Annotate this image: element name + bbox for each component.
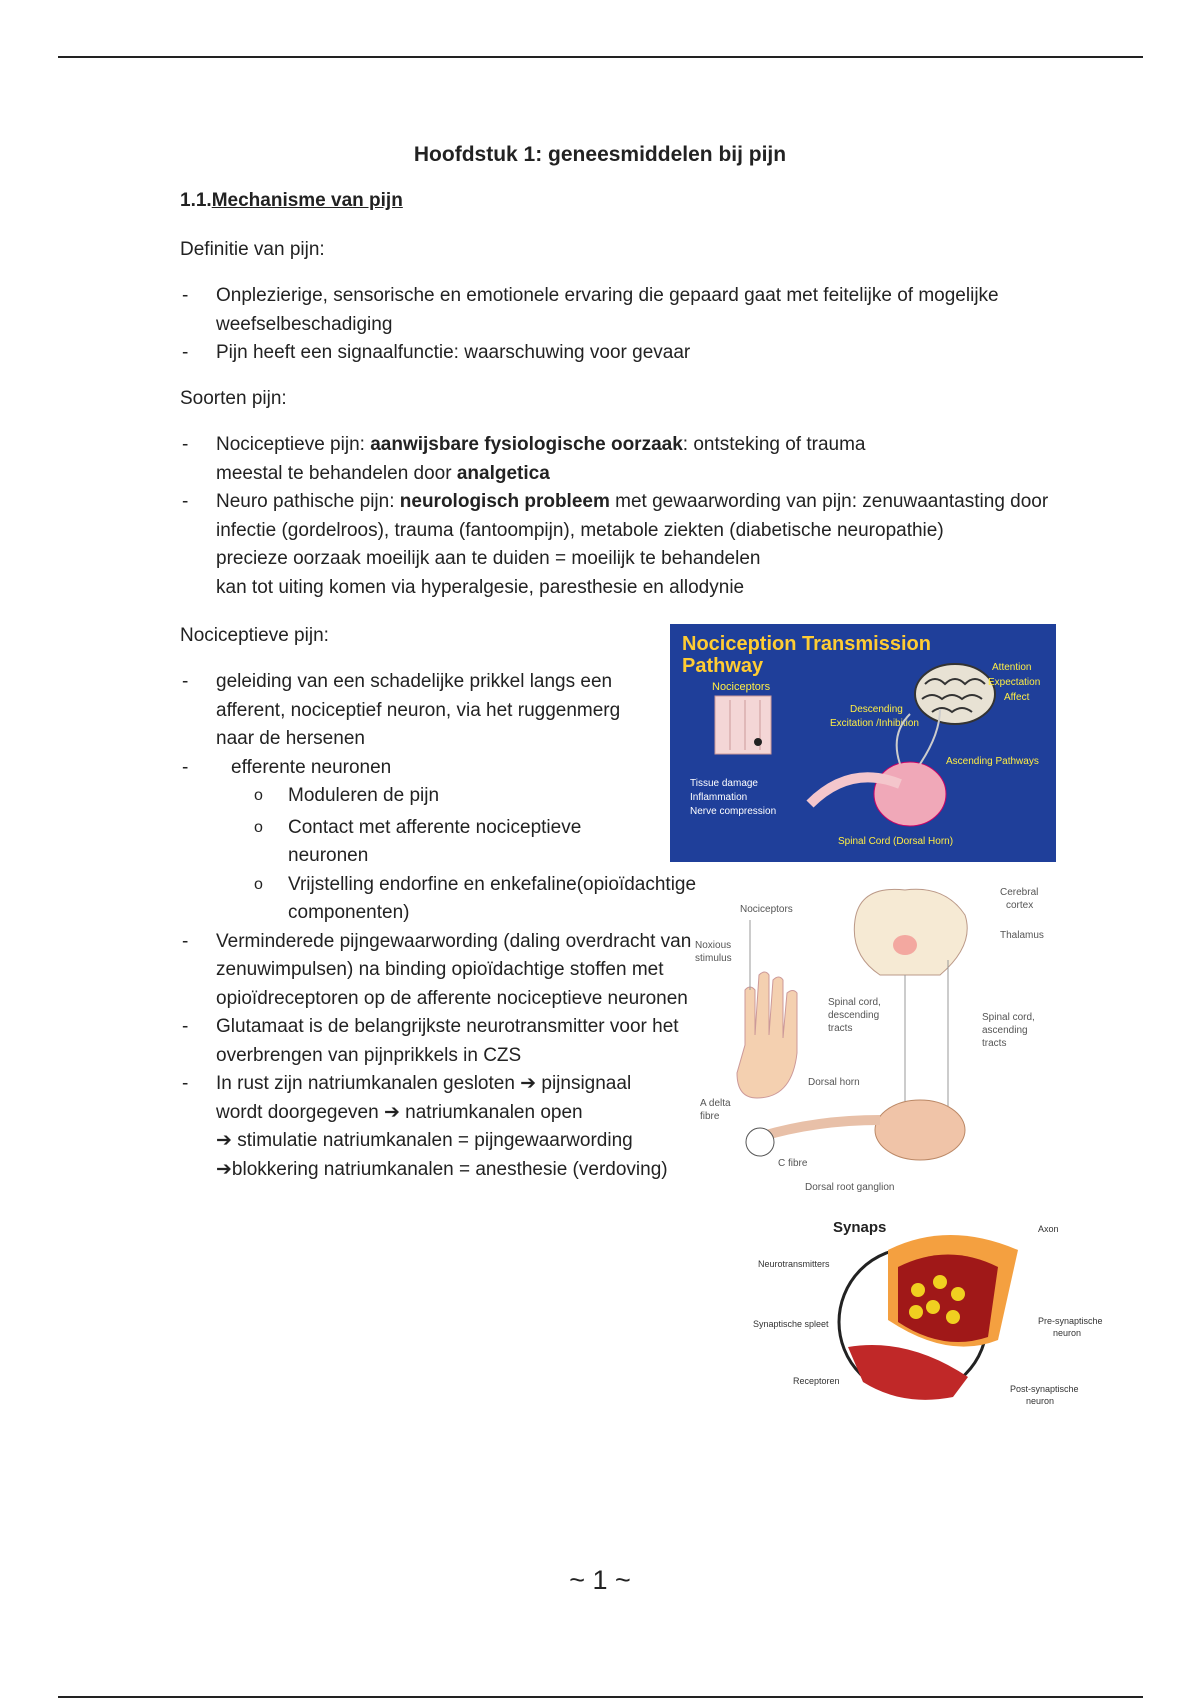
svg-text:stimulus: stimulus: [695, 953, 732, 964]
svg-text:Spinal cord,: Spinal cord,: [828, 997, 881, 1008]
svg-text:Post-synaptische: Post-synaptische: [1010, 1384, 1079, 1394]
list-item: - Pijn heeft een signaalfunctie: waarschuwing voor gevaar: [180, 339, 1060, 368]
brain-icon: [854, 889, 967, 975]
svg-text:Excitation /Inhibition: Excitation /Inhibition: [830, 718, 919, 729]
list-item-nociceptieve: - Nociceptieve pijn: aanwijsbare fysiologische oorzaak: ontsteking of trauma meestal te behandelen door analgetica: [180, 431, 1060, 488]
synaps-title: Synaps: [833, 1219, 887, 1236]
nociceptors-label: Nociceptors: [712, 681, 771, 693]
svg-text:neuron: neuron: [1053, 1328, 1082, 1338]
soorten-label: Soorten pijn:: [180, 388, 287, 409]
svg-text:Expectation: Expectation: [988, 677, 1041, 688]
svg-text:Attention: Attention: [992, 662, 1032, 673]
svg-text:tracts: tracts: [982, 1038, 1007, 1049]
soorten-list: [180, 431, 1060, 602]
figure-title: Nociception Transmission: [682, 633, 931, 655]
svg-text:Affect: Affect: [1004, 692, 1030, 703]
arrow-icon: ➔: [216, 1130, 232, 1151]
svg-text:Tissue damage: Tissue damage: [690, 778, 758, 789]
list-item: - Verminderede pijngewaarwording (daling overdracht van zenuwimpulsen) na binding opioïdachtige stoffen met opioïdreceptoren op de afferente nociceptieve neuronen: [180, 928, 700, 1014]
svg-text:Spinal cord,: Spinal cord,: [982, 1012, 1035, 1023]
section-number: 1.1.: [180, 190, 212, 211]
spinal-cord-icon: [874, 762, 946, 826]
definitie-list: [180, 282, 1060, 368]
nociceptieve-list: [180, 668, 700, 1184]
section-title: Mechanisme van pijn: [211, 190, 403, 211]
list-item: - Glutamaat is de belangrijkste neurotransmitter voor het overbrengen van pijnprikkels in CZS: [180, 1013, 700, 1070]
sub-item: o Vrijstelling endorfine en enkefaline(opioïdachtige componenten): [180, 871, 700, 928]
svg-text:neuron: neuron: [1026, 1396, 1055, 1406]
bottom-rule: [58, 1696, 1143, 1698]
svg-text:Ascending Pathways: Ascending Pathways: [946, 756, 1039, 767]
hand-icon: [737, 972, 797, 1098]
section-heading: [180, 190, 403, 212]
definitie-label: Definitie van pijn:: [180, 239, 325, 260]
svg-text:Thalamus: Thalamus: [1000, 930, 1044, 941]
svg-text:Dorsal horn: Dorsal horn: [808, 1077, 860, 1088]
svg-text:Cerebral: Cerebral: [1000, 887, 1039, 898]
svg-text:Nerve compression: Nerve compression: [690, 806, 777, 817]
arrow-icon: ➔: [383, 1101, 400, 1123]
arrow-icon: ➔: [216, 1158, 232, 1180]
sub-item: o Moduleren de pijn: [180, 782, 700, 811]
svg-text:Neurotransmitters: Neurotransmitters: [758, 1259, 830, 1269]
svg-text:ascending: ascending: [982, 1025, 1028, 1036]
svg-text:Nociceptors: Nociceptors: [740, 904, 793, 915]
svg-text:Descending: Descending: [850, 704, 903, 715]
svg-text:tracts: tracts: [828, 1023, 853, 1034]
svg-text:cortex: cortex: [1006, 900, 1034, 911]
svg-text:Axon: Axon: [1038, 1224, 1059, 1234]
svg-text:Dorsal root ganglion: Dorsal root ganglion: [805, 1182, 895, 1193]
svg-text:Noxious: Noxious: [695, 940, 732, 951]
sublist: [180, 782, 700, 928]
list-item-neuropathisch: - Neuro pathische pijn: neurologisch probleem met gewaarwording van pijn: zenuwaantasting door infectie (gordelroos), trauma (fantoompijn), metabole ziekten (diabetische neuropathie) precieze oorzaak moeilijk aan te duiden = moeilijk te behandelen kan tot uiting komen via hyperalgesie, paresthesie en allodynie: [180, 488, 1060, 602]
svg-text:C fibre: C fibre: [778, 1158, 808, 1169]
svg-text:fibre: fibre: [700, 1111, 720, 1122]
spinal-cord-icon: [875, 1100, 965, 1160]
svg-text:A delta: A delta: [700, 1098, 731, 1109]
list-item-natrium: - In rust zijn natriumkanalen gesloten ➔ pijnsignaal wordt doorgegeven ➔ natriumkanalen open ➔ stimulatie natriumkanalen = pijngewaarwording ➔blokkering natriumkanalen = anesthesie (verdoving): [180, 1070, 676, 1184]
brain-icon: [915, 664, 995, 724]
list-item: - geleiding van een schadelijke prikkel langs een afferent, nociceptief neuron, via het ruggenmerg naar de hersenen: [180, 668, 700, 754]
pain-pathway-anatomy-figure: [690, 880, 1060, 1200]
svg-text:Synaptische spleet: Synaptische spleet: [753, 1319, 829, 1329]
figure-title: Pathway: [682, 655, 764, 677]
chapter-title: Hoofdstuk 1: geneesmiddelen bij pijn: [413, 143, 787, 166]
list-item: - Onplezierige, sensorische en emotionele ervaring die gepaard gaat met feitelijke of mogelijke weefselbeschadiging: [180, 282, 1060, 339]
sub-item: o Contact met afferente nociceptieve neuronen: [180, 814, 700, 871]
page-number: ~ 1 ~: [569, 1565, 631, 1595]
arrow-icon: ➔: [520, 1073, 537, 1094]
svg-text:Receptoren: Receptoren: [793, 1376, 840, 1386]
svg-text:Pre-synaptische: Pre-synaptische: [1038, 1316, 1103, 1326]
nociceptieve-label: Nociceptieve pijn:: [180, 625, 329, 646]
synaps-figure: [748, 1212, 1118, 1408]
top-rule: [58, 56, 1143, 58]
svg-text:descending: descending: [828, 1010, 880, 1021]
svg-text:Spinal Cord (Dorsal Horn): Spinal Cord (Dorsal Horn): [838, 836, 954, 847]
list-item: - efferente neuronen o Moduleren de pijn o Contact met afferente nociceptieve neuronen o Vrijstelling endorfine en enkefaline(opioïdachtige componenten): [180, 754, 700, 928]
svg-text:Inflammation: Inflammation: [690, 792, 748, 803]
nociception-pathway-figure: [670, 624, 1056, 862]
skin-icon: [715, 696, 771, 754]
